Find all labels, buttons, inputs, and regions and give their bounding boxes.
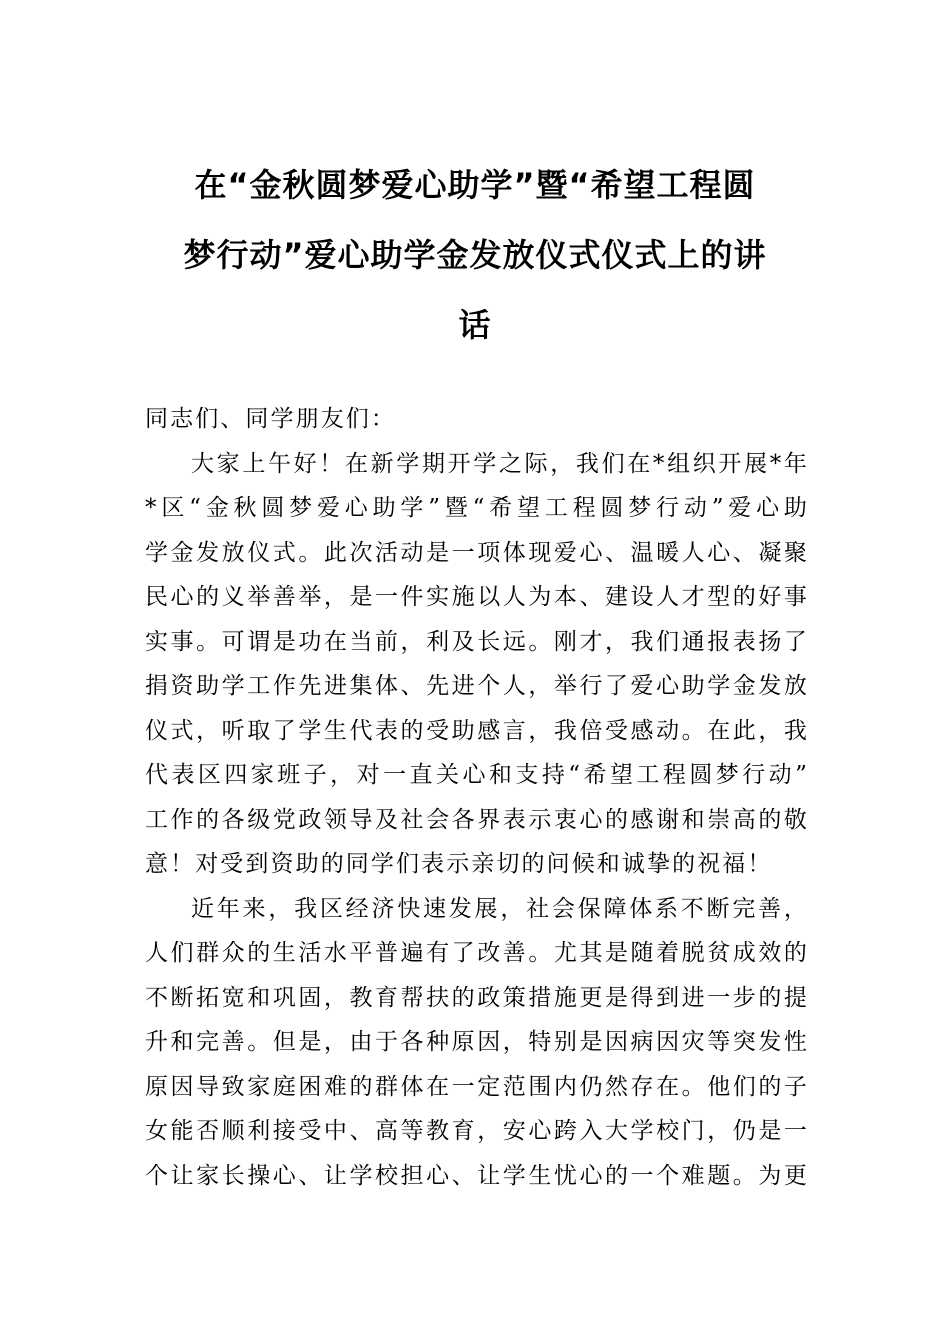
paragraph-line: 实事。可谓是功在当前，利及长远。刚才，我们通报表扬了 <box>145 628 809 655</box>
paragraph-line: 人们群众的生活水平普遍有了改善。尤其是随着脱贫成效的 <box>145 940 809 966</box>
paragraph-line: 民心的义举善举，是一件实施以人为本、建设人才型的好事 <box>145 584 809 610</box>
salutation-line: 同志们、同学朋友们： <box>145 406 396 432</box>
document-body <box>145 397 809 1198</box>
document-title <box>145 150 805 360</box>
paragraph-line: 不断拓宽和巩固，教育帮扶的政策措施更是得到进一步的提 <box>145 984 809 1011</box>
paragraph-line: 工作的各级党政领导及社会各界表示衷心的感谢和崇高的敬 <box>145 806 809 833</box>
paragraph-line: 仪式，听取了学生代表的受助感言，我倍受感动。在此，我 <box>145 717 809 744</box>
paragraph-line: 个让家长操心、让学校担心、让学生忧心的一个难题。为更 <box>145 1162 809 1189</box>
paragraph-line: 学金发放仪式。此次活动是一项体现爱心、温暖人心、凝聚 <box>145 539 809 566</box>
paragraph-line: 捐资助学工作先进集体、先进个人，举行了爱心助学金发放 <box>145 673 809 699</box>
paragraph-line: 意！对受到资助的同学们表示亲切的问候和诚挚的祝福！ <box>145 851 773 877</box>
paragraph-1 <box>145 442 809 887</box>
paragraph-line: 原因导致家庭困难的群体在一定范围内仍然存在。他们的子 <box>145 1073 809 1100</box>
paragraph-line: *区“金秋圆梦爱心助学”暨“希望工程圆梦行动”爱心助 <box>145 495 809 521</box>
paragraph-line: 大家上午好！在新学期开学之际，我们在*组织开展*年 <box>191 450 809 477</box>
paragraph-line: 女能否顺利接受中、高等教育，安心跨入大学校门，仍是一 <box>145 1118 809 1144</box>
paragraph-line: 升和完善。但是，由于各种原因，特别是因病因灾等突发性 <box>145 1029 809 1055</box>
title-line: 梦行动”爱心助学金发放仪式仪式上的讲 <box>183 236 767 274</box>
paragraph-line: 代表区四家班子，对一直关心和支持“希望工程圆梦行动” <box>145 762 809 788</box>
paragraph-line: 近年来，我区经济快速发展，社会保障体系不断完善， <box>191 895 809 922</box>
title-line: 话 <box>458 306 492 344</box>
paragraph-2 <box>145 887 809 1199</box>
salutation <box>145 397 809 442</box>
title-line: 在“金秋圆梦爱心助学”暨“希望工程圆 <box>194 166 756 204</box>
